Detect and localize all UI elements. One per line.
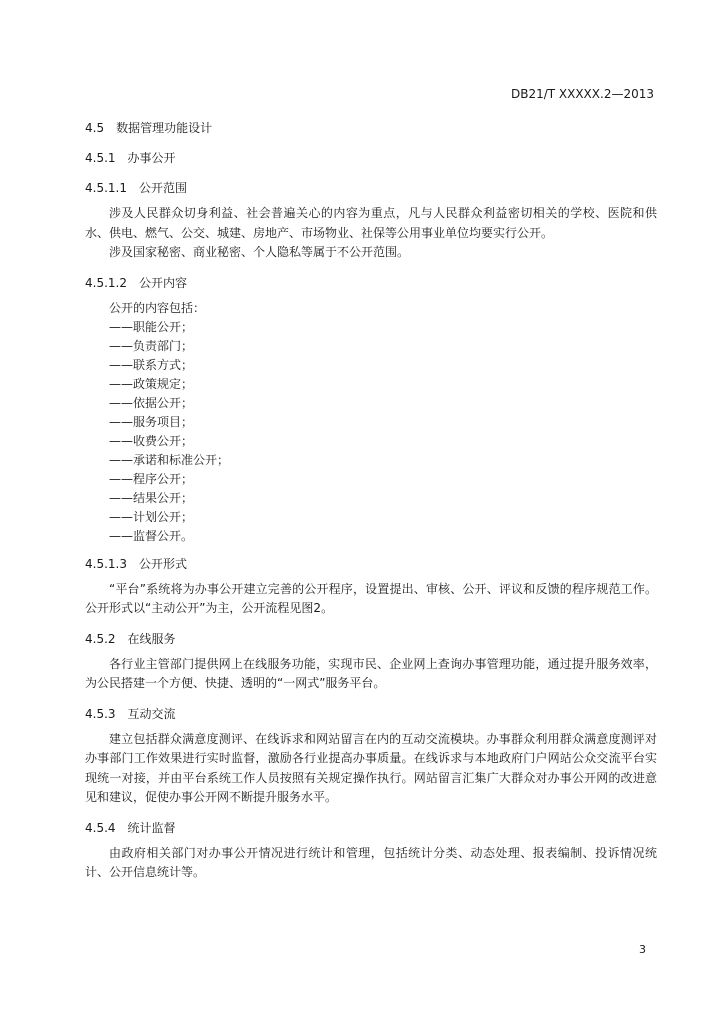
heading-4-5-1-1 bbox=[85, 179, 657, 196]
heading-4-5-3 bbox=[85, 705, 657, 722]
heading-number: 4.5.1 bbox=[85, 151, 116, 165]
heading-title: 互动交流 bbox=[127, 706, 176, 721]
paragraph: 涉及国家秘密、商业秘密、个人隐私等属于不公开范围。 bbox=[109, 245, 410, 259]
paragraph: “平台”系统将为办事公开建立完善的公开程序，设置提出、审核、公开、评议和反馈的程序规范工作。公开形式以“主动公开”为主，公开流程见图2。 bbox=[85, 581, 657, 615]
page-number: 3 bbox=[639, 943, 646, 956]
heading-4-5-4 bbox=[85, 819, 657, 836]
heading-number: 4.5.4 bbox=[85, 820, 116, 835]
heading-4-5 bbox=[85, 119, 657, 136]
paragraph: 涉及人民群众切身利益、社会普遍关心的内容为重点，凡与人民群众利益密切相关的学校、医院和供水、供电、燃气、公交、城建、房地产、市场物业、社保等公用事业单位均要实行公开。 bbox=[85, 206, 657, 240]
list-item: ——结果公开； bbox=[109, 490, 194, 505]
list-item: ——收费公开； bbox=[109, 433, 194, 448]
heading-number: 4.5.1.2 bbox=[85, 275, 127, 290]
heading-title: 办事公开 bbox=[127, 151, 176, 165]
heading-title: 公开范围 bbox=[138, 181, 187, 195]
list-item: ——监督公开。 bbox=[109, 528, 194, 543]
doc-code: DB21/T XXXXX.2—2013 bbox=[510, 87, 654, 101]
paragraph: 各行业主管部门提供网上在线服务功能，实现市民、企业网上查询办事管理功能，通过提升服务效率，为公民搭建一个方便、快捷、透明的“一网式”服务平台。 bbox=[85, 656, 657, 690]
list-item: ——服务项目； bbox=[109, 414, 194, 429]
heading-number: 4.5.2 bbox=[85, 631, 116, 646]
heading-title: 统计监督 bbox=[127, 820, 176, 835]
heading-title: 公开形式 bbox=[138, 556, 187, 571]
list-item: ——职能公开； bbox=[109, 319, 194, 334]
heading-4-5-1-3 bbox=[85, 555, 657, 572]
heading-number: 4.5.1.3 bbox=[85, 556, 127, 571]
list-item: ——承诺和标准公开； bbox=[109, 452, 230, 467]
heading-4-5-1-2 bbox=[85, 274, 657, 291]
heading-4-5-2 bbox=[85, 630, 657, 647]
heading-title: 公开内容 bbox=[138, 275, 187, 290]
document-body bbox=[85, 119, 657, 883]
heading-number: 4.5.3 bbox=[85, 706, 116, 721]
paragraph: 公开的内容包括： bbox=[109, 300, 206, 315]
paragraph: 由政府相关部门对办事公开情况进行统计和管理，包括统计分类、动态处理、报表编制、投诉情况统计、公开信息统计等。 bbox=[85, 845, 657, 879]
heading-4-5-1 bbox=[85, 149, 657, 166]
heading-title: 在线服务 bbox=[127, 631, 176, 646]
heading-number: 4.5.1.1 bbox=[85, 181, 127, 195]
list-item: ——政策规定； bbox=[109, 376, 194, 391]
list-item: ——程序公开； bbox=[109, 471, 194, 486]
list-item: ——依据公开； bbox=[109, 395, 194, 410]
paragraph: 建立包括群众满意度测评、在线诉求和网站留言在内的互动交流模块。办事群众利用群众满意度测评对办事部门工作效果进行实时监督，激励各行业提高办事质量。在线诉求与本地政府门户网站公众交流平台实现统一对接，并由平台系统工作人员按照有关规定操作执行。网站留言汇集广大群众对办事公开网的改进意见和建议，促使办事公开网不断提升服务水平。 bbox=[85, 731, 657, 804]
list-item: ——联系方式； bbox=[109, 357, 194, 372]
heading-number: 4.5 bbox=[85, 121, 105, 135]
heading-title: 数据管理功能设计 bbox=[116, 121, 213, 135]
list-item: ——计划公开； bbox=[109, 509, 194, 524]
list-item: ——负责部门； bbox=[109, 338, 194, 353]
